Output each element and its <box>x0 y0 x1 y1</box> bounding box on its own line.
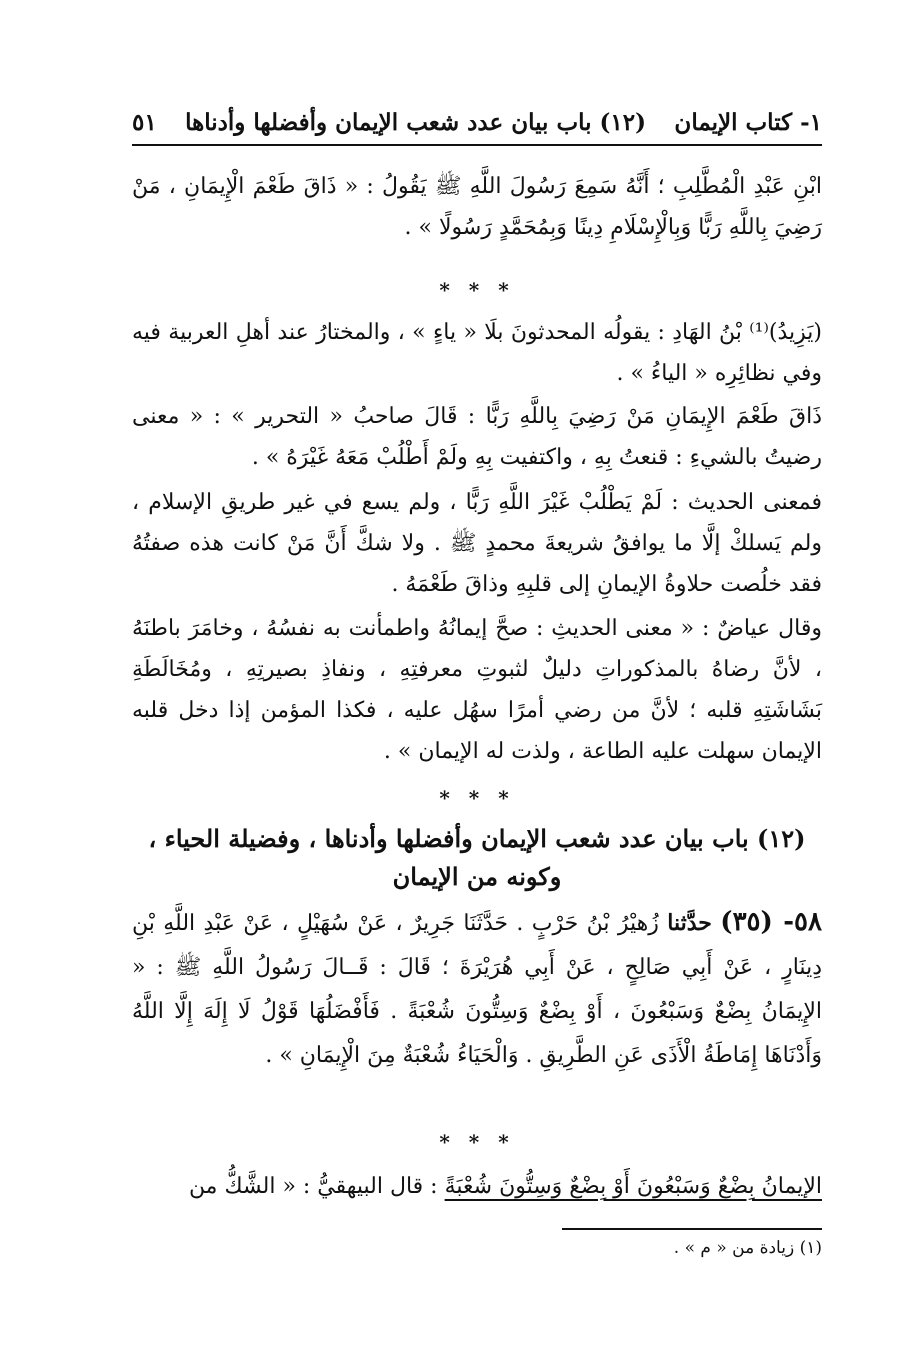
hadith-text: زُهيْرُ بْنُ حَرْبٍ . حَدَّثَنَا جَرِيرٌ ، عَنْ سُهَيْلٍ ، عَنْ عَبْدِ اللَّهِ بْنِ دِينَارٍ ، عَنْ أَبِي صَالِحٍ ، عَنْ أَبِي هُرَيْرَةَ ؛ قَالَ : قَــالَ رَسُولُ اللَّهِ ﷺ : « الإِيمَانُ بِضْعٌ وَسَبْعُونَ ، أَوْ بِضْعٌ وَسِتُّونَ شُعْبَةً . فَأَفْضَلُهَا قَوْلُ لَا إِلَهَ إِلَّا اللَّهُ وَأَدْنَاهَا إِمَاطَةُ الْأَذَى عَنِ الطَّرِيقِ . وَالْحَيَاءُ شُعْبَةٌ مِنَ الْإِيمَانِ » . <box>132 911 822 1068</box>
paragraph-bayhaqi <box>132 1166 822 1207</box>
book-page <box>132 100 822 1280</box>
page-number: ٥١ <box>132 108 157 136</box>
paragraph-hadith-ending: ابْنِ عَبْدِ الْمُطَّلِبِ ؛ أَنَّهُ سَمِعَ رَسُولَ اللَّهِ ﷺ يَقُولُ : « ذَاقَ طَعْمَ الْإِيمَانِ ، مَنْ رَضِيَ بِاللَّهِ رَبًّا وَبِالْإِسْلَامِ دِينًا وَبِمُحَمَّدٍ رَسُولًا » . <box>132 174 822 240</box>
hadith-number: ٥٨- (٣٥) <box>720 907 822 937</box>
paragraph-meaning: فمعنى الحديث : لَمْ يَطْلُبْ غَيْرَ اللَّهِ رَبًّا ، ولم يسع في غير طريقِ الإسلام ، ولم يَسلكْ إلَّا ما يوافقُ شريعةَ محمدٍ ﷺ . ولا شكَّ أَنَّ مَنْ كانت هذه صفتُهُ فقد خلُصت حلاوةُ الإيمانِ إلى قلبِهِ وذاقَ طَعْمَهُ . <box>132 490 822 597</box>
quoted-phrase: الإيمانُ بِضْعٌ وَسَبْعُونَ أَوْ بِضْعٌ وَسِتُّونَ شُعْبَةً <box>444 1174 822 1199</box>
separator-1: * * * <box>439 278 515 302</box>
separator-2: * * * <box>439 786 515 810</box>
paragraph-yazid: (يَزِيدُ)⁽¹⁾ بْنُ الهَادِ : يقولُه المحدثونَ بلَا « ياءٍ » ، والمختارُ عند أهلِ العربية فيه وفي نظائِرِه « الياءُ » . <box>132 320 822 386</box>
paragraph-iyad: وقال عياضٌ : « معنى الحديثِ : صحَّ إيمانُهُ واطمأنت به نفسُهُ ، وخامَرَ باطنَهُ ، لأنَّ رضاهُ بالمذكوراتِ دليلٌ لثبوتِ معرفتِهِ ، ونفاذِ بصيرتِهِ ، ومُخَالَطَةِ بَشَاشَتِهِ قلبه ؛ لأنَّ من رضي أمرًا سهُل عليه ، فكذا المؤمن إذا دخل قلبه الإيمان سهلت عليه الطاعة ، ولذت له الإيمان » . <box>132 616 822 764</box>
header-section-title: (١٢) باب بيان عدد شعب الإيمان وأفضلها وأدناها <box>185 108 647 136</box>
chapter-heading-line-2: وكونه من الإيمان <box>392 862 562 891</box>
chapter-heading <box>132 820 822 896</box>
chapter-heading-line-1: (١٢) باب بيان عدد شعب الإيمان وأفضلها وأدناها ، وفضيلة الحياء ، <box>148 824 806 853</box>
header-book-title: ١- كتاب الإيمان <box>674 108 822 136</box>
footnote-rule <box>562 1228 822 1230</box>
separator-3: * * * <box>439 1130 515 1154</box>
bayhaqi-comment: : قال البيهقيُّ : « الشَّكُّ من <box>188 1174 445 1199</box>
paragraph-taste-of-faith: ذَاقَ طَعْمَ الإِيمَانِ مَنْ رَضِيَ بِاللَّهِ رَبًّا : قَالَ صاحبُ « التحرير » : « معنى رضيتُ بالشيءِ : قنعتُ بِهِ ، واكتفيت بِهِ ولَمْ أَطْلُبْ مَعَهُ غَيْرَهُ » . <box>132 404 822 470</box>
hadith-lead-word: حدَّثنا <box>667 910 712 936</box>
footnote: (١) زيادة من « م » . <box>673 1238 822 1258</box>
hadith-58 <box>132 900 822 1078</box>
running-header <box>132 100 822 146</box>
